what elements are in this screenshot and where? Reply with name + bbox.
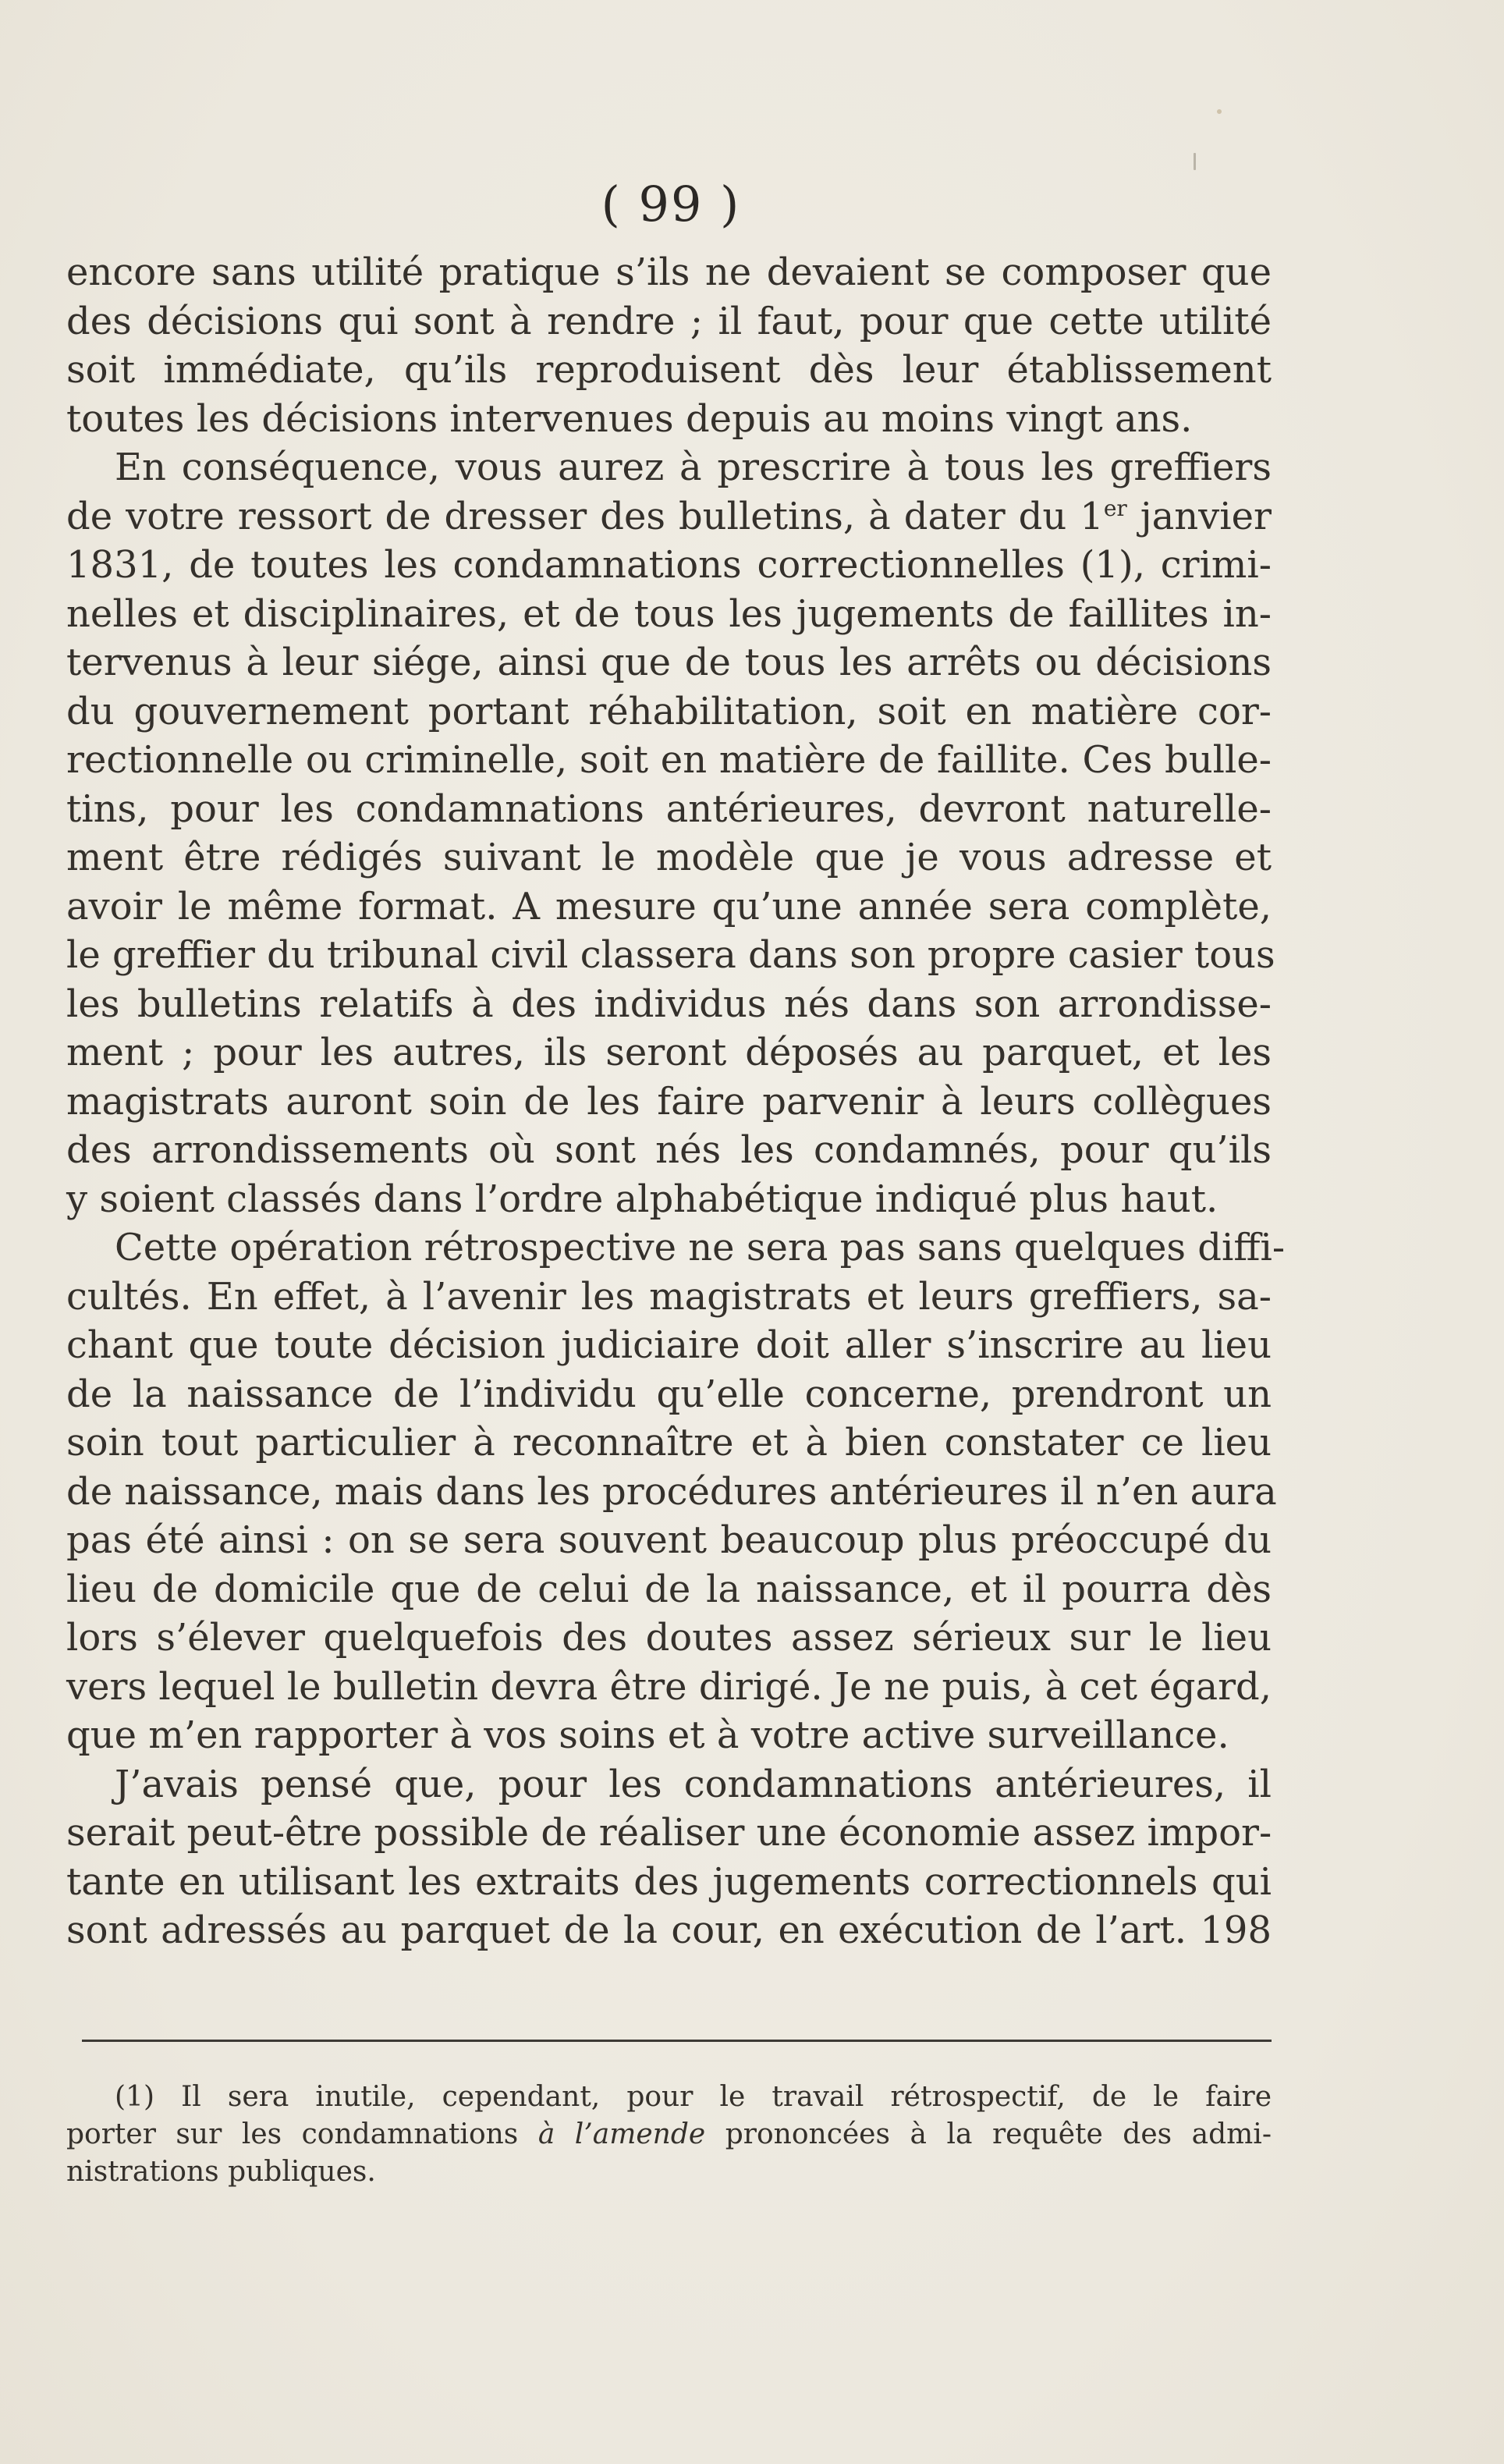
text-line: soin tout particulier à reconnaître et à bien constater ce lieu bbox=[66, 1421, 1272, 1465]
text-line: chant que toute décision judiciaire doit aller s’inscrire au lieu bbox=[66, 1323, 1272, 1367]
text-line: encore sans utilité pratique s’ils ne devaient se composer que bbox=[66, 250, 1272, 294]
text-line: les bulletins relatifs à des individus nés dans son arrondisse- bbox=[66, 982, 1272, 1026]
ordinal-superscript: er bbox=[1103, 495, 1127, 521]
footnote bbox=[66, 2079, 1272, 2191]
text-line: lors s’élever quelquefois des doutes assez sérieux sur le lieu bbox=[66, 1616, 1272, 1660]
text-line: des décisions qui sont à rendre ; il faut, pour que cette utilité bbox=[66, 299, 1272, 343]
text-line: soit immédiate, qu’ils reproduisent dès leur établissement bbox=[66, 348, 1272, 392]
text-line: nelles et disciplinaires, et de tous les jugements de faillites in- bbox=[66, 591, 1272, 636]
footnote-italic-text: à l’amende bbox=[537, 2118, 706, 2150]
text-line: tervenus à leur siége, ainsi que de tous les arrêts ou décisions bbox=[66, 641, 1272, 684]
text-line: de naissance, mais dans les procédures antérieures il n’en aura bbox=[66, 1469, 1277, 1514]
footnote-text: porter sur les condamnations bbox=[66, 2118, 538, 2150]
text-line: tante en utilisant les extraits des jugements correctionnels qui bbox=[66, 1859, 1272, 1904]
text-line: de la naissance de l’individu qu’elle concerne, prendront un bbox=[66, 1372, 1272, 1416]
text-line: toutes les décisions intervenues depuis au moins vingt ans. bbox=[66, 396, 1193, 441]
footnote-text: prononcées à la requête des admi- bbox=[705, 2118, 1272, 2150]
text-line: le greffier du tribunal civil classera dans son propre casier tous bbox=[66, 933, 1275, 977]
text-line: lieu de domicile que de celui de la naissance, et il pourra dès bbox=[66, 1567, 1272, 1611]
text-line: ment ; pour les autres, ils seront déposés au parquet, et les bbox=[66, 1031, 1272, 1074]
text-line: y soient classés dans l’ordre alphabétique indiqué plus haut. bbox=[66, 1177, 1218, 1221]
text-line: de votre ressort de dresser des bulletins, à dater du 1er janvier bbox=[66, 494, 1272, 538]
footnote-line: nistrations publiques. bbox=[66, 2156, 376, 2188]
text-line: des arrondissements où sont nés les condamnés, pour qu’ils bbox=[66, 1128, 1272, 1172]
text-line: serait peut-être possible de réaliser une économie assez impor- bbox=[66, 1811, 1272, 1855]
text-line: J’avais pensé que, pour les condamnations antérieures, il bbox=[115, 1762, 1272, 1806]
paper-speck bbox=[1217, 109, 1222, 114]
text-line: pas été ainsi : on se sera souvent beaucoup plus préoccupé du bbox=[66, 1518, 1272, 1562]
text-line: avoir le même format. A mesure qu’une année sera complète, bbox=[66, 884, 1272, 928]
footnote-line: (1) Il sera inutile, cependant, pour le travail rétrospectif, de le faire bbox=[115, 2081, 1272, 2113]
text-line: ment être rédigés suivant le modèle que je vous adresse et bbox=[66, 836, 1272, 879]
text-line: que m’en rapporter à vos soins et à votre active surveillance. bbox=[66, 1713, 1229, 1757]
paper-speck bbox=[1194, 153, 1196, 170]
text-line: vers lequel le bulletin devra être dirigé. Je ne puis, à cet égard, bbox=[66, 1664, 1272, 1709]
text-line: tins, pour les condamnations antérieures, devront naturelle- bbox=[66, 786, 1272, 831]
text-line: sont adressés au parquet de la cour, en exécution de l’art. 198 bbox=[66, 1908, 1272, 1952]
text-line: magistrats auront soin de les faire parvenir à leurs collègues bbox=[66, 1079, 1272, 1124]
page-number: ( 99 ) bbox=[601, 176, 741, 233]
text-line: cultés. En effet, à l’avenir les magistrats et leurs greffiers, sa- bbox=[66, 1274, 1272, 1319]
main-text bbox=[66, 248, 1286, 1955]
text-line: En conséquence, vous aurez à prescrire à tous les greffiers bbox=[115, 446, 1272, 489]
text-line: Cette opération rétrospective ne sera pas sans quelques diffi- bbox=[115, 1226, 1286, 1269]
text-line: rectionnelle ou criminelle, soit en matière de faillite. Ces bulle- bbox=[66, 738, 1272, 782]
text-line: 1831, de toutes les condamnations correctionnelles (1), crimi- bbox=[66, 543, 1272, 587]
footnote-line bbox=[66, 2116, 1272, 2153]
footnote-separator bbox=[82, 2040, 1272, 2042]
text-line: du gouvernement portant réhabilitation, soit en matière cor- bbox=[66, 689, 1272, 733]
